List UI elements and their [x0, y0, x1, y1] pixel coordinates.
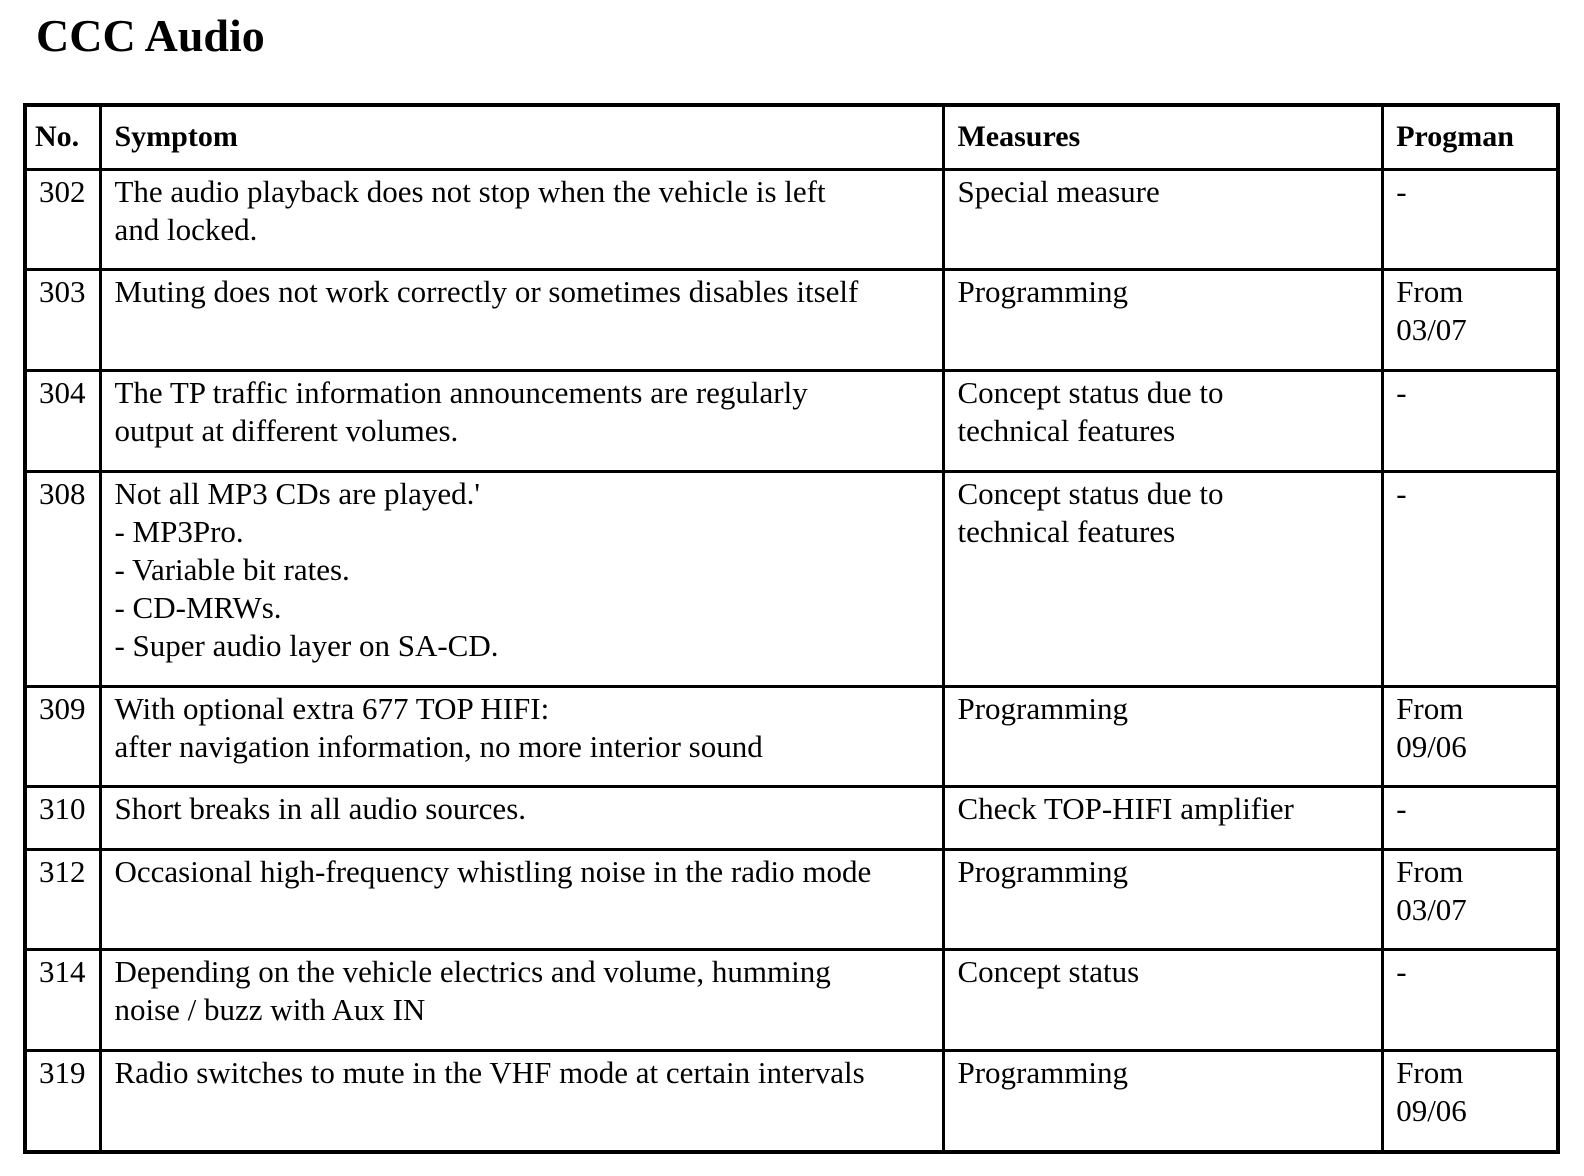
symptom-cell: Occasional high-frequency whistling noise in the radio mode [101, 849, 944, 949]
measures-cell: Programming [944, 1050, 1383, 1152]
progman-cell: From 03/07 [1383, 849, 1558, 949]
symptom-cell: The TP traffic information announcements are regularly output at different volumes. [101, 370, 944, 471]
header-progman: Progman [1383, 105, 1558, 169]
measures-cell: Programming [944, 849, 1383, 949]
progman-cell: - [1383, 471, 1558, 686]
symptom-cell: With optional extra 677 TOP HIFI: after navigation information, no more interior sound [101, 686, 944, 786]
table-row [25, 269, 1558, 370]
row-number: 319 [25, 1050, 101, 1152]
row-number: 302 [25, 169, 101, 269]
header-symptom: Symptom [101, 105, 944, 169]
row-number: 308 [25, 471, 101, 686]
progman-cell: - [1383, 949, 1558, 1050]
table-row [25, 471, 1558, 686]
symptom-cell: Short breaks in all audio sources. [101, 786, 944, 849]
progman-cell: From 03/07 [1383, 269, 1558, 370]
progman-cell: From 09/06 [1383, 686, 1558, 786]
table-row [25, 686, 1558, 786]
symptom-table [23, 103, 1560, 1154]
table-row [25, 949, 1558, 1050]
progman-cell: - [1383, 786, 1558, 849]
measures-cell: Special measure [944, 169, 1383, 269]
table-row [25, 169, 1558, 269]
table-row [25, 786, 1558, 849]
row-number: 303 [25, 269, 101, 370]
symptom-cell: Radio switches to mute in the VHF mode at certain intervals [101, 1050, 944, 1152]
row-number: 310 [25, 786, 101, 849]
measures-cell: Concept status due to technical features [944, 370, 1383, 471]
row-number: 309 [25, 686, 101, 786]
table-row [25, 1050, 1558, 1152]
row-number: 304 [25, 370, 101, 471]
measures-cell: Concept status [944, 949, 1383, 1050]
table-header-row [25, 105, 1558, 169]
table-row [25, 370, 1558, 471]
progman-cell: From 09/06 [1383, 1050, 1558, 1152]
row-number: 312 [25, 849, 101, 949]
header-measures: Measures [944, 105, 1383, 169]
progman-cell: - [1383, 169, 1558, 269]
header-no: No. [25, 105, 101, 169]
table-row [25, 849, 1558, 949]
progman-cell: - [1383, 370, 1558, 471]
symptom-cell: Muting does not work correctly or sometimes disables itself [101, 269, 944, 370]
page-title: CCC Audio [36, 10, 265, 61]
measures-cell: Concept status due to technical features [944, 471, 1383, 686]
measures-cell: Check TOP-HIFI amplifier [944, 786, 1383, 849]
symptom-cell: The audio playback does not stop when the vehicle is left and locked. [101, 169, 944, 269]
measures-cell: Programming [944, 686, 1383, 786]
measures-cell: Programming [944, 269, 1383, 370]
symptom-cell: Depending on the vehicle electrics and volume, humming noise / buzz with Aux IN [101, 949, 944, 1050]
symptom-cell: Not all MP3 CDs are played.' - MP3Pro. - Variable bit rates. - CD-MRWs. - Super audio layer on SA-CD. [101, 471, 944, 686]
row-number: 314 [25, 949, 101, 1050]
